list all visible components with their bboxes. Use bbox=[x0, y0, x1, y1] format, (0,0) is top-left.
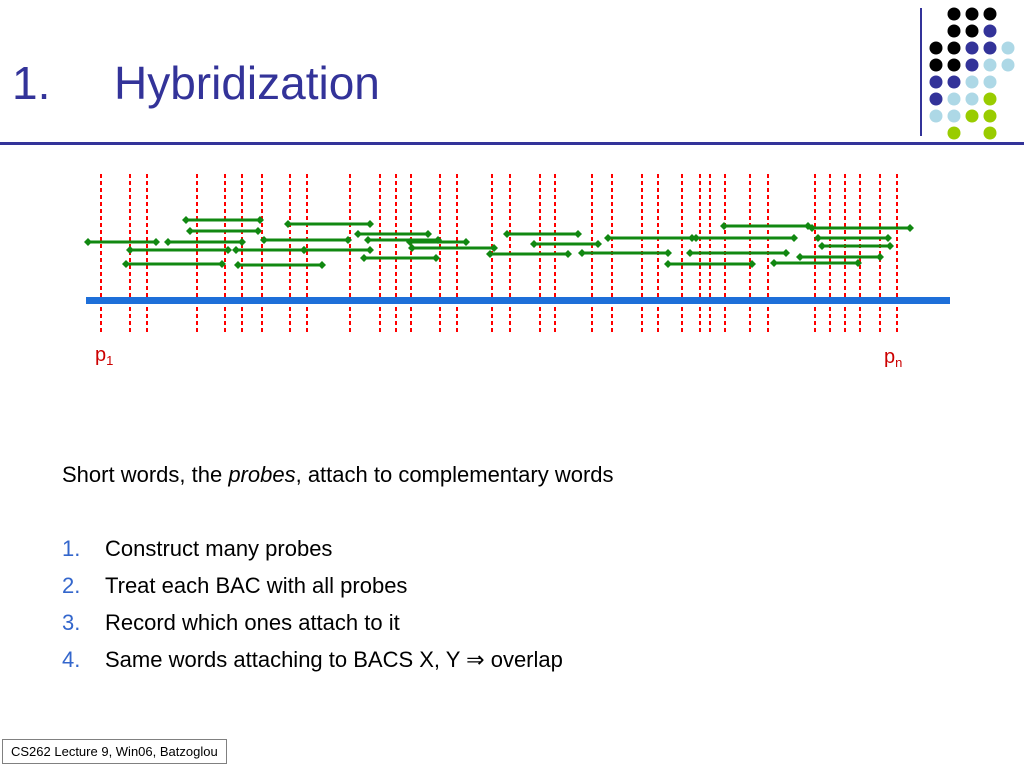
step-item bbox=[62, 610, 563, 647]
bac-clone bbox=[360, 254, 440, 262]
bac-clone bbox=[300, 246, 374, 254]
decorative-dot bbox=[984, 76, 997, 89]
decorative-dot bbox=[930, 76, 943, 89]
bac-clone bbox=[126, 246, 232, 254]
decorative-dot bbox=[948, 110, 961, 123]
intro-pre: Short words, the bbox=[62, 462, 229, 487]
bac-clone bbox=[720, 222, 812, 230]
decorative-dot bbox=[948, 59, 961, 72]
decorative-dot bbox=[966, 59, 979, 72]
title-underline bbox=[0, 142, 1024, 145]
bac-clone bbox=[486, 250, 572, 258]
decorative-dot bbox=[984, 127, 997, 140]
step-text: Construct many probes bbox=[105, 536, 333, 561]
decorative-dot bbox=[948, 93, 961, 106]
decorative-dot bbox=[966, 25, 979, 38]
decorative-dot bbox=[948, 25, 961, 38]
decorative-dot bbox=[984, 8, 997, 21]
slide-title bbox=[12, 56, 380, 110]
probe-label-first-letter: p bbox=[95, 344, 107, 366]
decorative-dot bbox=[948, 127, 961, 140]
probe-label-last bbox=[884, 346, 902, 370]
bac-clone bbox=[164, 238, 246, 246]
title-text: Hybridization bbox=[114, 57, 380, 109]
bac-clone bbox=[234, 261, 326, 269]
decorative-dot bbox=[1002, 42, 1015, 55]
step-number: 1. bbox=[62, 536, 81, 561]
implies-arrow-icon: ⇒ bbox=[466, 647, 485, 672]
bac-clone bbox=[284, 220, 374, 228]
bac-clone bbox=[84, 238, 160, 246]
intro-emphasis: probes bbox=[228, 462, 296, 487]
step-number: 4. bbox=[62, 647, 81, 672]
decorative-dot bbox=[930, 59, 943, 72]
decorative-dot bbox=[966, 42, 979, 55]
decorative-dot bbox=[984, 25, 997, 38]
decorative-dot bbox=[984, 93, 997, 106]
decorative-dot bbox=[1002, 59, 1015, 72]
footer-citation: CS262 Lecture 9, Win06, Batzoglou bbox=[2, 739, 227, 764]
decorative-dot bbox=[984, 42, 997, 55]
decorative-dot bbox=[966, 76, 979, 89]
step-text-post: overlap bbox=[484, 647, 563, 672]
step-text: Treat each BAC with all probes bbox=[105, 573, 408, 598]
bac-clone bbox=[796, 253, 884, 261]
bac-clone bbox=[818, 242, 894, 250]
step-item bbox=[62, 647, 563, 684]
decorative-dot-grid bbox=[928, 6, 1024, 140]
decorative-dot bbox=[966, 110, 979, 123]
intro-post: , attach to complementary words bbox=[295, 462, 614, 487]
decorative-dot bbox=[966, 93, 979, 106]
genome-bar bbox=[86, 297, 950, 304]
steps-list bbox=[62, 536, 563, 684]
decorative-dot bbox=[948, 8, 961, 21]
step-item bbox=[62, 536, 563, 573]
bac-clones bbox=[84, 216, 914, 269]
clone-probe-diagram bbox=[0, 160, 1024, 380]
probe-label-last-letter: p bbox=[884, 346, 896, 368]
bac-clone bbox=[578, 249, 672, 257]
decorative-dot bbox=[984, 59, 997, 72]
decorative-dot bbox=[948, 76, 961, 89]
step-text: Record which ones attach to it bbox=[105, 610, 400, 635]
probe-label-first bbox=[95, 344, 113, 368]
bac-clone bbox=[354, 230, 432, 238]
decorative-dot bbox=[930, 93, 943, 106]
step-number: 2. bbox=[62, 573, 81, 598]
step-item bbox=[62, 573, 563, 610]
bac-clone bbox=[182, 216, 264, 224]
bac-clone bbox=[686, 249, 790, 257]
bac-clone bbox=[232, 246, 308, 254]
bac-clone bbox=[122, 260, 226, 268]
header-vertical-rule bbox=[920, 8, 922, 136]
decorative-dot bbox=[984, 110, 997, 123]
bac-clone bbox=[408, 244, 498, 252]
bac-clone bbox=[692, 234, 798, 242]
decorative-dot bbox=[930, 42, 943, 55]
probe-label-last-subscript: n bbox=[895, 355, 903, 370]
decorative-dot bbox=[948, 42, 961, 55]
title-number: 1. bbox=[12, 57, 51, 109]
decorative-dot bbox=[966, 8, 979, 21]
intro-text bbox=[62, 462, 614, 488]
probe-label-first-subscript: 1 bbox=[106, 353, 114, 368]
step-text-pre: Same words attaching to BACS X, Y bbox=[105, 647, 467, 672]
decorative-dot bbox=[930, 110, 943, 123]
step-number: 3. bbox=[62, 610, 81, 635]
bac-clone bbox=[503, 230, 582, 238]
